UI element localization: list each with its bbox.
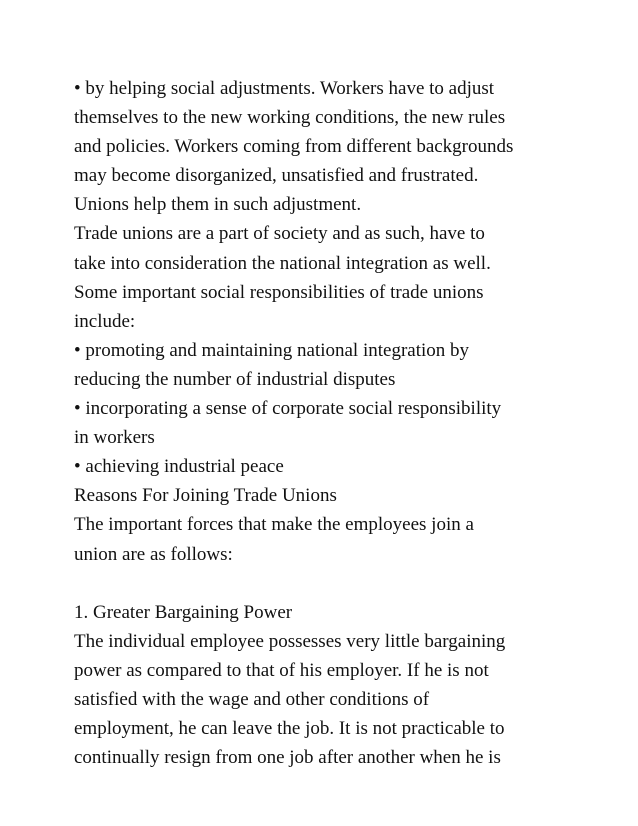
text-line: • promoting and maintaining national integration by <box>74 339 470 361</box>
text-line: themselves to the new working conditions, the new rules <box>74 107 506 129</box>
text-line: • incorporating a sense of corporate social responsibility <box>74 398 502 420</box>
text-line: • achieving industrial peace <box>74 456 284 478</box>
text-line: satisfied with the wage and other conditions of <box>74 688 430 710</box>
text-line: and policies. Workers coming from different backgrounds <box>74 136 514 158</box>
text-line: may become disorganized, unsatisfied and frustrated. <box>74 165 479 187</box>
text-line: take into consideration the national integration as well. <box>74 252 491 274</box>
text-line: in workers <box>74 427 155 449</box>
text-line: The important forces that make the employees join a <box>74 514 474 536</box>
subsection-heading: 1. Greater Bargaining Power <box>74 601 293 623</box>
text-line: • by helping social adjustments. Workers have to adjust <box>74 78 495 99</box>
text-line: include: <box>74 310 136 332</box>
text-line: Unions help them in such adjustment. <box>74 194 362 216</box>
section-heading: Reasons For Joining Trade Unions <box>74 485 337 507</box>
text-line: reducing the number of industrial disputes <box>74 368 396 390</box>
text-line: continually resign from one job after another when he is <box>74 747 501 769</box>
text-line: union are as follows: <box>74 543 233 565</box>
text-line: The individual employee possesses very little bargaining <box>74 630 506 652</box>
text-line: power as compared to that of his employer. If he is not <box>74 659 489 681</box>
document-body <box>74 74 574 772</box>
text-line: Trade unions are a part of society and as such, have to <box>74 223 485 245</box>
text-line: Some important social responsibilities of trade unions <box>74 281 484 303</box>
text-line: employment, he can leave the job. It is not practicable to <box>74 718 505 740</box>
blank-line <box>74 569 574 598</box>
